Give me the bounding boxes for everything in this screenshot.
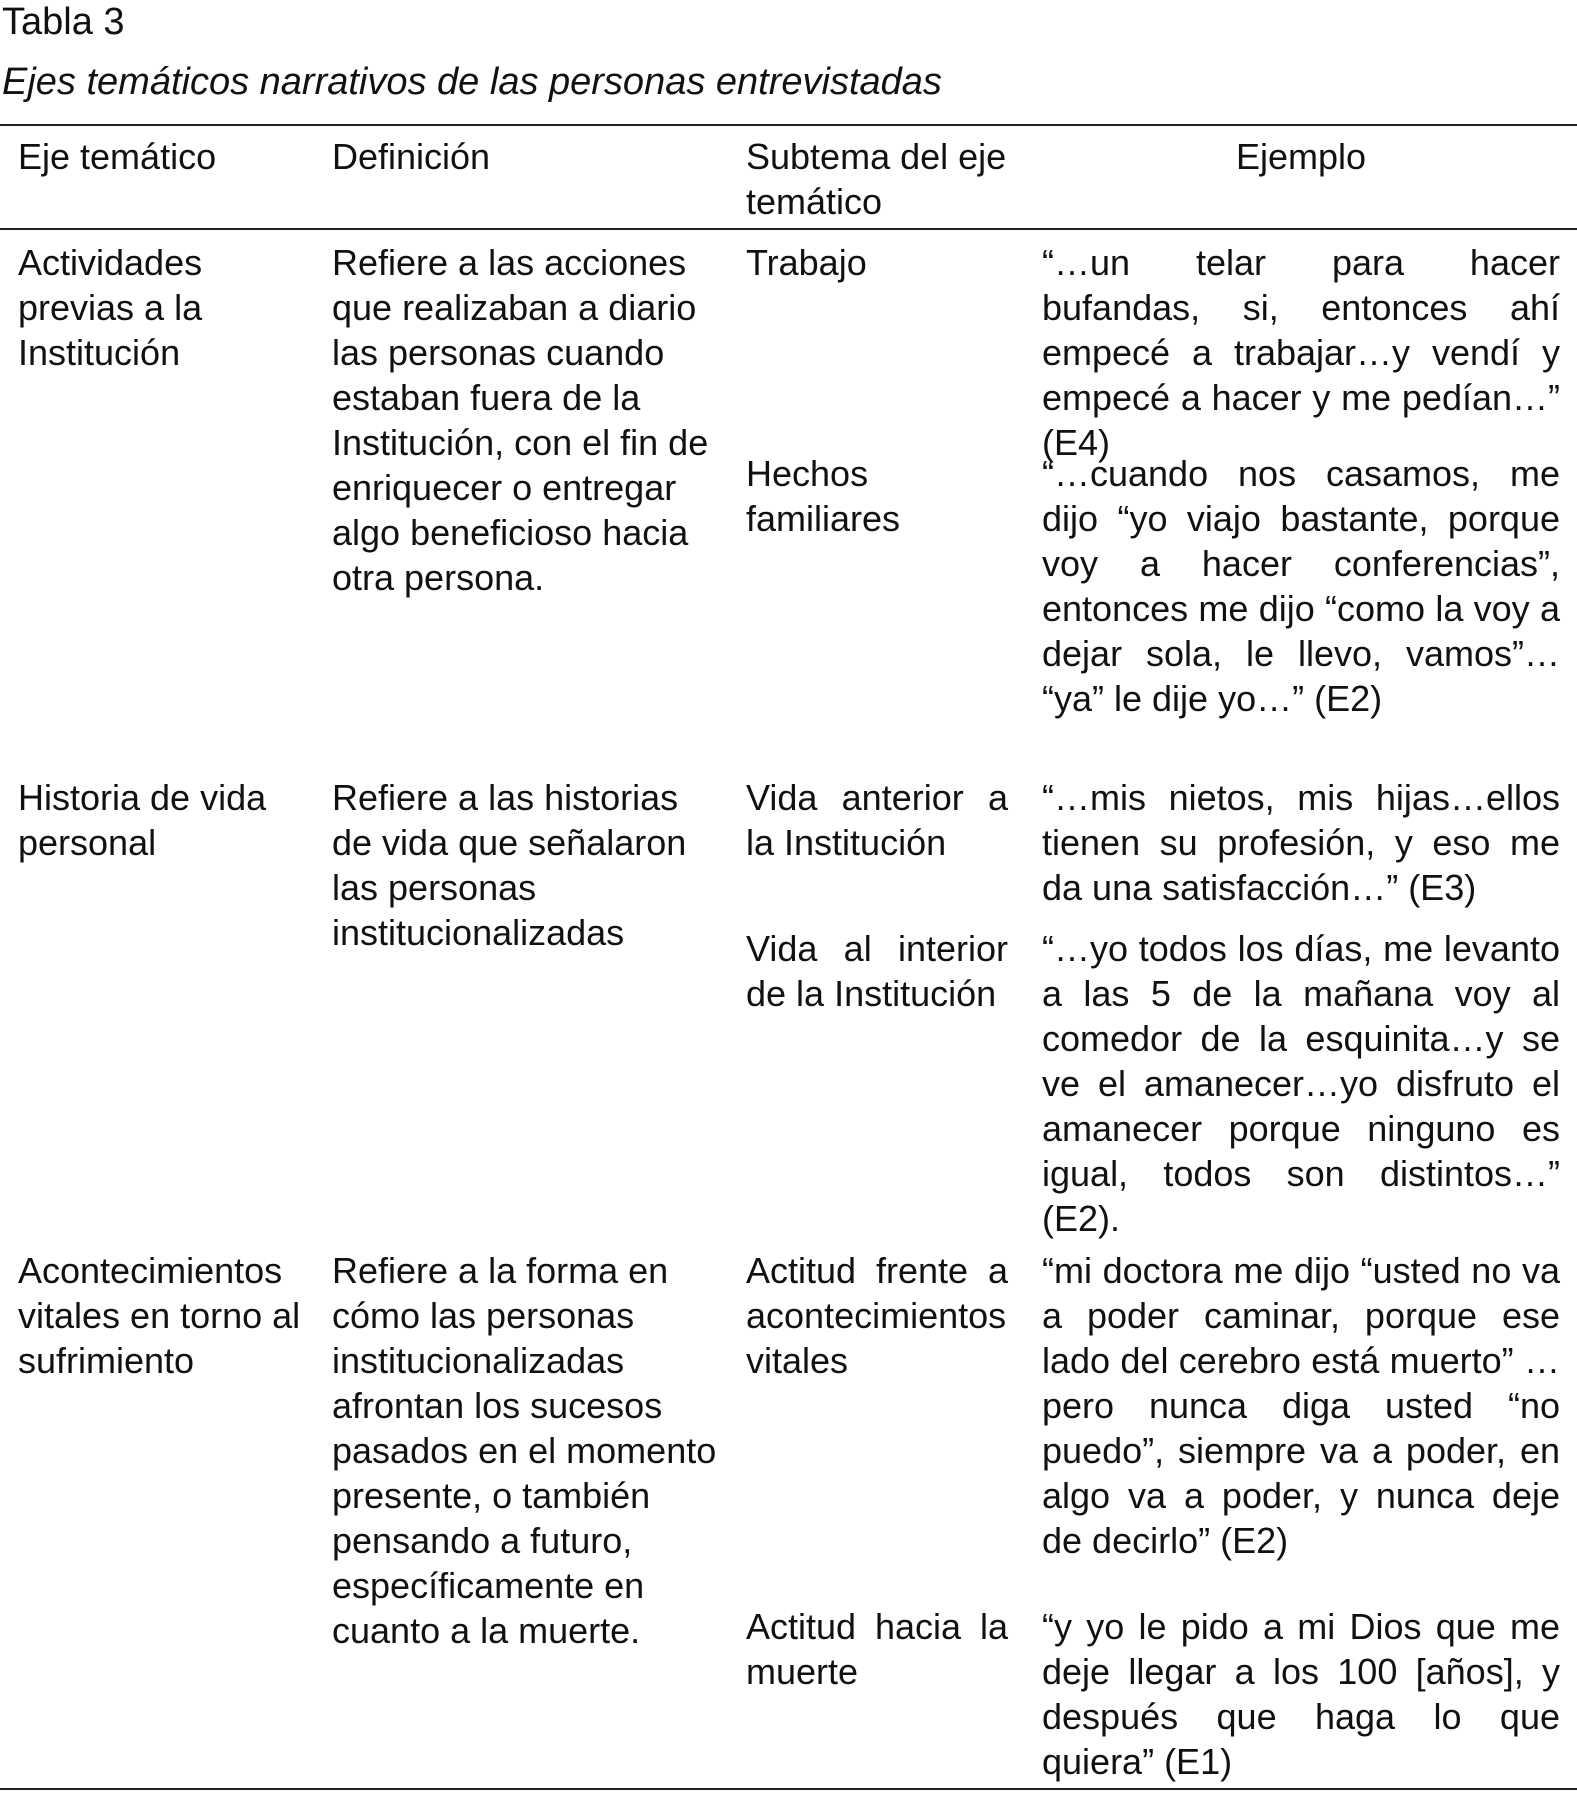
row-2-ejemplo-2: “…yo todos los días, me levanto a las 5 de la mañana voy al comedor de la esquinita…y se ve el amanecer…yo disfruto el amanecer porque ninguno es igual, todos son distintos…” (E2).: [1042, 928, 1560, 1239]
header-rule: [0, 228, 1577, 230]
row-2-subtema-2: Vida al interior de la Institución: [746, 928, 1008, 1014]
row-2-subtema-1: Vida anterior a la Institución: [746, 777, 1008, 863]
row-3-definicion: Refiere a la forma en cómo las personas institucionalizadas afrontan los sucesos pasados en el momento presente, o también pensando a futuro, específicamente en cuanto a la muerte.: [332, 1250, 717, 1651]
header-subtema: Subtema del eje temático: [746, 136, 1007, 222]
row-3-subtema-2: Actitud hacia la muerte: [746, 1606, 1008, 1692]
header-ejemplo: Ejemplo: [1235, 136, 1367, 177]
row-3-ejemplo-2: “y yo le pido a mi Dios que me deje llegar a los 100 [años], y después que haga lo que quiera” (E1): [1042, 1606, 1560, 1782]
row-3-subtema-1: Actitud frente a acontecimientos vitales: [746, 1250, 1008, 1381]
table-caption: Ejes temáticos narrativos de las personas entrevistadas: [2, 61, 942, 103]
row-3-eje: Acontecimientos vitales en torno al sufrimiento: [18, 1250, 301, 1381]
row-3-ejemplo-1: “mi doctora me dijo “usted no va a poder caminar, porque ese lado del cerebro está muerto” … pero nunca diga usted “no puedo”, siempre va a poder, en algo va a poder, y nunca deje de decirlo” (E2): [1042, 1250, 1560, 1561]
table-label: Tabla 3: [2, 1, 125, 43]
row-1-eje: Actividades previas a la Institución: [18, 242, 203, 373]
header-eje-tematico: Eje temático: [18, 136, 217, 177]
header-definicion: Definición: [332, 136, 491, 177]
bottom-rule: [0, 1788, 1577, 1790]
row-1-definicion: Refiere a las acciones que realizaban a diario las personas cuando estaban fuera de la Institución, con el fin de enriquecer o entregar algo beneficioso hacia otra persona.: [332, 242, 709, 598]
top-rule: [0, 124, 1577, 126]
row-2-definicion: Refiere a las historias de vida que señalaron las personas institucionalizadas: [332, 777, 687, 953]
row-1-subtema-1: Trabajo: [746, 242, 867, 283]
row-1-subtema-2: Hechos familiares: [746, 453, 901, 539]
row-2-eje: Historia de vida personal: [18, 777, 267, 863]
row-1-ejemplo-2: “…cuando nos casamos, me dijo “yo viajo bastante, porque voy a hacer conferencias”, entonces me dijo “como la voy a dejar sola, le llevo, vamos”… “ya” le dije yo…” (E2): [1042, 453, 1560, 719]
row-1-ejemplo-1: “…un telar para hacer bufandas, si, entonces ahí empecé a trabajar…y vendí y empecé a hacer y me pedían…” (E4): [1042, 242, 1560, 463]
row-2-ejemplo-1: “…mis nietos, mis hijas…ellos tienen su profesión, y eso me da una satisfacción…” (E3): [1042, 777, 1560, 908]
